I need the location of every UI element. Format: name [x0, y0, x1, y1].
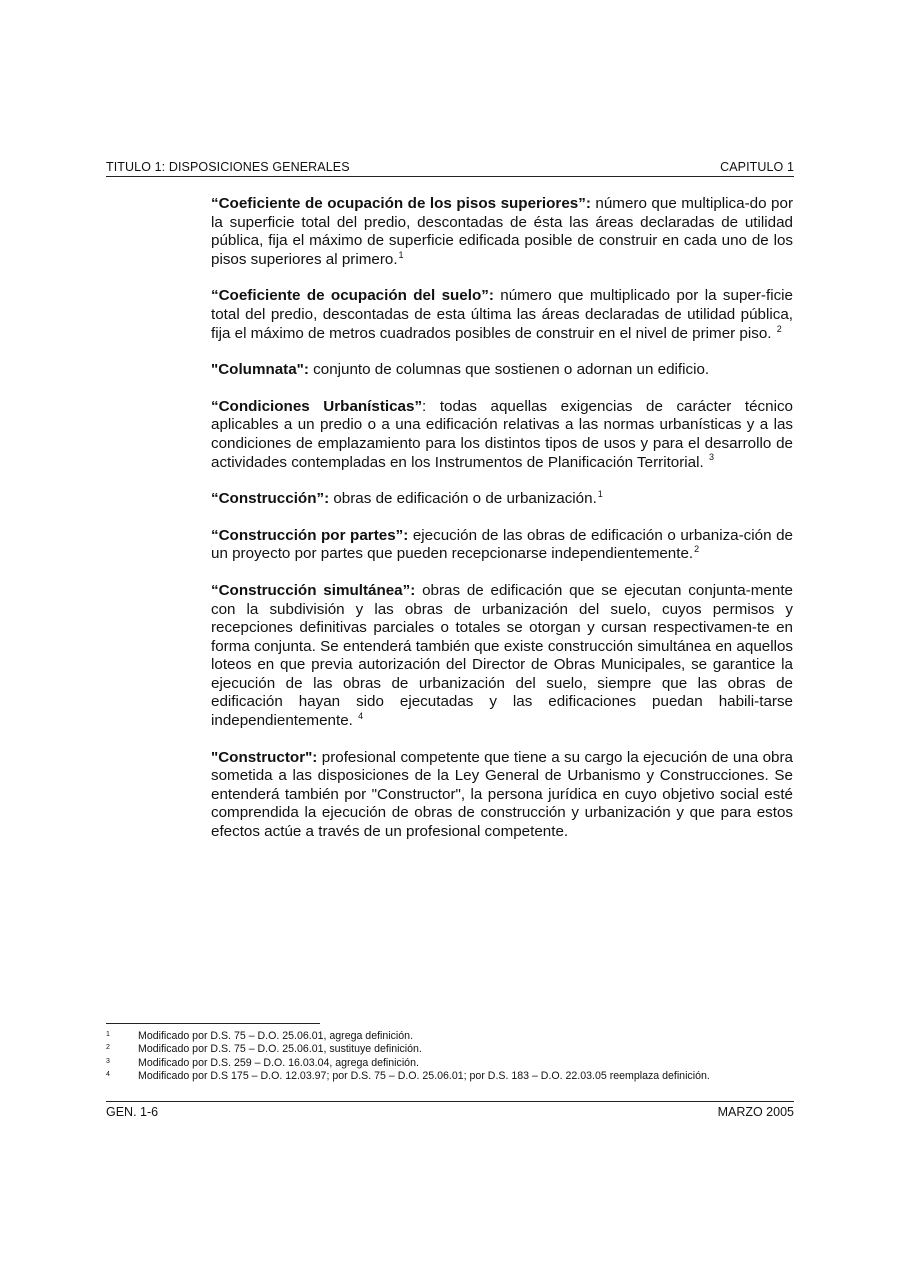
definition-term: “Coeficiente de ocupación del suelo”:: [211, 287, 494, 305]
footnote-ref: 4: [358, 711, 364, 721]
definition-item: [211, 195, 793, 269]
definition-term: “Construcción por partes”:: [211, 526, 409, 544]
definition-term: “Construcción simultánea”:: [211, 581, 416, 599]
definition-term: "Columnata":: [211, 361, 309, 379]
definition-text: obras de edificación que se ejecutan conjunta-mente con la subdivisión y las obras de urbanización del suelo, cuyos permisos y recepciones definitivas parciales o totales se otorgan y cursan respectivamen-te en forma conjunta. Se entenderá también que existe construcción simultánea en aquellos loteos en que previa autorización del Director de Obras Municipales, se garantice la ejecución de las obras de urbanización del suelo, siempre que las obras de edificación hayan sido ejecutadas y las edificaciones puedan habili-tarse independientemente.: [211, 581, 793, 730]
footnote-number: 1: [106, 1031, 110, 1038]
definition-text: : todas aquellas exigencias de carácter técnico aplicables a un predio o a una edificación relativas a las normas urbanísticas y a las condiciones de emplazamiento para los distintos tipos de usos y para el desarrollo de actividades contempladas en los Instrumentos de Planificación Territorial.: [211, 397, 793, 471]
header-chapter: CAPITULO 1: [720, 160, 794, 174]
footer-date: MARZO 2005: [717, 1105, 794, 1119]
footnote-number: 4: [106, 1071, 110, 1079]
footnote: [106, 1070, 806, 1083]
page-header: [106, 160, 794, 177]
definition-item: [211, 398, 793, 472]
footnote-ref: 3: [708, 452, 714, 463]
footnote-text: Modificado por D.S. 75 – D.O. 25.06.01, sustituye definición.: [138, 1043, 422, 1056]
definition-text: número que multiplica-do por la superficie total del predio, descontadas de ésta las áreas declaradas de utilidad pública, fija el máximo de superficie edificada posible de construir en cada uno de los pisos superiores al primero.: [211, 195, 793, 268]
definition-item: [211, 490, 793, 509]
footnote: [106, 1043, 806, 1056]
definition-term: “Condiciones Urbanísticas”: [211, 397, 423, 415]
definition-item: [211, 527, 793, 564]
definition-text: profesional competente que tiene a su cargo la ejecución de una obra sometida a las disposiciones de la Ley General de Urbanismo y Construcciones. Se entenderá también por "Constructor", la persona jurídica en cuyo objetivo social esté comprendida la ejecución de obras de construcción y urbanización y que para estos efectos actúe a través de un profesional competente.: [211, 748, 793, 841]
footnote-number: 2: [106, 1044, 110, 1052]
footnote-ref: 1: [597, 489, 603, 500]
footnote: [106, 1057, 806, 1070]
definition-term: “Coeficiente de ocupación de los pisos superiores”:: [211, 195, 591, 212]
definition-item: [211, 749, 793, 842]
footnote-text: Modificado por D.S. 75 – D.O. 25.06.01, agrega definición.: [138, 1030, 414, 1042]
definition-text: ejecución de las obras de edificación o urbaniza-ción de un proyecto por partes que pueden recepcionarse independientemente.: [211, 526, 793, 563]
definition-text: obras de edificación o de urbanización.: [329, 490, 597, 508]
footnotes: [106, 1030, 806, 1084]
definition-item: [211, 361, 793, 380]
header-title: TITULO 1: DISPOSICIONES GENERALES: [106, 160, 350, 174]
definition-term: "Constructor":: [211, 748, 318, 766]
page-footer: [106, 1101, 794, 1119]
footnote-divider: [106, 1023, 320, 1024]
definition-text: número que multiplicado por la super-ficie total del predio, descontadas de esta última las áreas declaradas de utilidad pública, fija el máximo de metros cuadrados posibles de construir en el nivel de primer piso.: [211, 287, 793, 342]
definition-text: conjunto de columnas que sostienen o adornan un edificio.: [308, 361, 710, 379]
footer-page-number: GEN. 1-6: [106, 1105, 159, 1119]
footnote-text: Modificado por D.S. 259 – D.O. 16.03.04, agrega definición.: [138, 1056, 419, 1069]
footnote-ref: 1: [398, 249, 404, 260]
definition-item: [211, 582, 793, 731]
footnote-ref: 2: [694, 544, 700, 555]
footnote-text: Modificado por D.S 175 – D.O. 12.03.97; por D.S. 75 – D.O. 25.06.01; por D.S. 183 – D.O. 22.03.05 reemplaza definición.: [138, 1070, 710, 1083]
definition-term: “Construcción”:: [211, 490, 330, 508]
definition-item: [211, 287, 793, 343]
footnote-ref: 2: [776, 323, 782, 334]
footnote: [106, 1030, 806, 1043]
definitions-list: [211, 195, 793, 860]
footnote-number: 3: [106, 1057, 110, 1065]
